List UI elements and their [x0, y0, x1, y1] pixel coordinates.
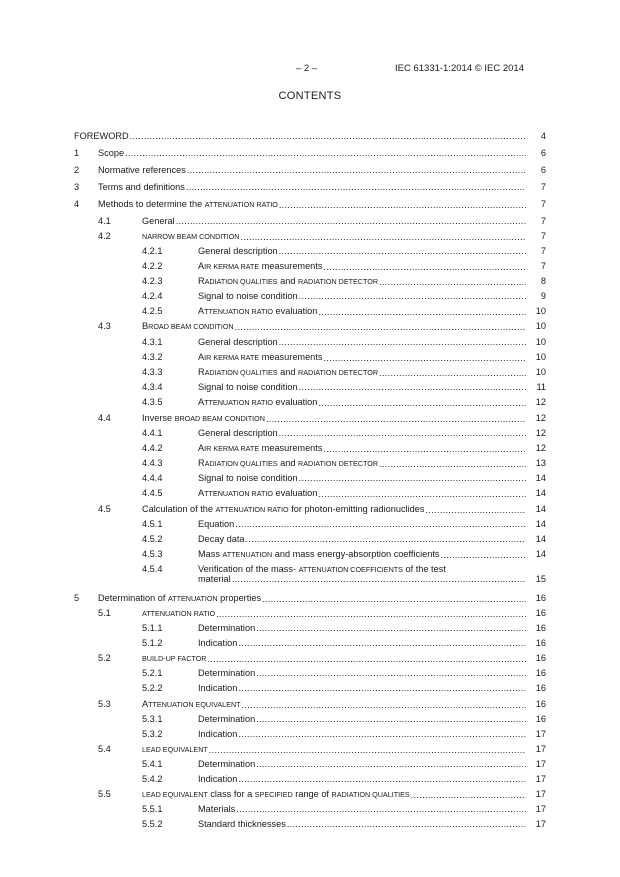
toc-entry[interactable]: [74, 413, 546, 424]
toc-entry[interactable]: [74, 668, 546, 679]
toc-page-number: 16: [535, 699, 546, 709]
dot-leader: [238, 683, 526, 693]
toc-entry-text: A: [198, 397, 205, 407]
toc-entry-text: evaluation: [272, 306, 318, 316]
dot-leader: [238, 638, 526, 648]
toc-entry-text: for photon-emitting radionuclides: [288, 504, 425, 514]
toc-entry-number: 4.2.3: [142, 276, 163, 286]
dot-leader: [186, 182, 526, 192]
toc-entry[interactable]: [74, 352, 546, 363]
toc-entry-text: Standard thicknesses: [198, 819, 286, 829]
toc-entry-text: measurements: [259, 352, 323, 362]
dot-leader: [242, 700, 526, 710]
toc-entry[interactable]: [74, 504, 546, 515]
toc-entry-number: 4.4.5: [142, 488, 163, 498]
toc-entry[interactable]: [74, 182, 546, 193]
toc-entry[interactable]: [74, 623, 546, 634]
toc-entry-text: General description: [198, 428, 278, 438]
toc-page-number: 15: [535, 574, 546, 584]
toc-entry[interactable]: [74, 564, 546, 585]
toc-entry-text: Materials: [198, 804, 236, 814]
toc-entry-number: 4.4.3: [142, 458, 163, 468]
toc-page-number: 7: [540, 216, 546, 226]
toc-entry[interactable]: [74, 276, 546, 287]
toc-entry-text: Indication: [198, 683, 238, 693]
dot-leader: [379, 277, 526, 287]
toc-entry-text: IR KERMA RATE: [204, 353, 260, 362]
toc-entry-text: class for a: [207, 789, 255, 799]
dot-leader: [256, 623, 526, 633]
toc-entry-text: LEAD EQUIVALENT: [142, 790, 208, 799]
dot-leader: [238, 774, 526, 784]
toc-entry-text: Mass: [198, 549, 223, 559]
toc-entry-text: Determination of: [98, 593, 168, 603]
toc-entry-text: Indication: [198, 729, 238, 739]
toc-page-number: 10: [535, 352, 546, 362]
toc-entry-number: 5.1.2: [142, 638, 163, 648]
toc-entry[interactable]: [74, 337, 546, 348]
toc-entry-text: General description: [198, 246, 278, 256]
dot-leader: [279, 246, 526, 256]
toc-entry[interactable]: [74, 683, 546, 694]
toc-entry[interactable]: [74, 367, 546, 378]
toc-entry[interactable]: [74, 246, 546, 257]
dot-leader: [323, 444, 526, 454]
toc-entry-number: 4.1: [98, 216, 111, 226]
toc-entry[interactable]: [74, 774, 546, 785]
toc-entry-number: 4.5.3: [142, 549, 163, 559]
dot-leader: [256, 668, 526, 678]
dot-leader: [207, 654, 526, 664]
toc-page-number: 16: [535, 683, 546, 693]
toc-entry[interactable]: [74, 148, 546, 159]
toc-entry[interactable]: [74, 291, 546, 302]
toc-page-number: 17: [535, 789, 546, 799]
toc-entry-number: 4: [74, 199, 80, 209]
toc-entry-text: R: [198, 458, 205, 468]
toc-page-number: 14: [535, 473, 546, 483]
toc-entry-text: Verification of the mass-: [198, 564, 299, 574]
toc-page-number: 12: [535, 443, 546, 453]
toc-entry-number: 4.2.5: [142, 306, 163, 316]
toc-entry-number: 4.3.5: [142, 397, 163, 407]
toc-entry-text: A: [198, 443, 205, 453]
toc-entry-text: General description: [198, 337, 278, 347]
toc-entry-text: Scope: [98, 148, 125, 158]
toc-page-number: 7: [540, 199, 546, 209]
toc-entry-number: 4.3.4: [142, 382, 163, 392]
toc-entry[interactable]: [74, 488, 546, 499]
toc-entry-text: A: [198, 261, 205, 271]
toc-page-number: 17: [535, 729, 546, 739]
toc-entry-text: R: [198, 276, 205, 286]
toc-entry-text: FOREWORD: [74, 131, 129, 141]
toc-entry-text: and mass energy-absorption coefficients: [272, 549, 440, 559]
toc-page-number: 10: [535, 321, 546, 331]
toc-page-number: 17: [535, 774, 546, 784]
toc-entry-text: ATTENUATION RATIO: [215, 505, 289, 514]
toc-entry-text: and: [277, 367, 299, 377]
toc-entry[interactable]: [74, 699, 546, 710]
toc-page-number: 17: [535, 759, 546, 769]
toc-entry-number: 5.5: [98, 789, 111, 799]
toc-entry-text: SPECIFIED: [254, 790, 293, 799]
toc-entry-number: 4.3.3: [142, 367, 163, 377]
toc-page-number: 14: [535, 549, 546, 559]
toc-page-number: 14: [535, 519, 546, 529]
toc-entry-text: Terms and definitions: [98, 182, 185, 192]
dot-leader: [235, 519, 526, 529]
toc-page-number: 14: [535, 504, 546, 514]
toc-page-number: 16: [535, 608, 546, 618]
toc-entry[interactable]: [74, 443, 546, 454]
toc-entry[interactable]: [74, 473, 546, 484]
toc-page-number: 17: [535, 804, 546, 814]
toc-entry-number: 1: [74, 148, 80, 158]
toc-entry[interactable]: [74, 199, 546, 210]
dot-leader: [216, 609, 526, 619]
toc-entry-number: 5.4: [98, 744, 111, 754]
toc-entry-text: Signal to noise condition: [198, 291, 298, 301]
toc-entry-text: BROAD BEAM CONDITION: [174, 414, 265, 423]
toc-entry-text: Inverse: [142, 413, 175, 423]
toc-entry-text: IR KERMA RATE: [204, 262, 260, 271]
toc-entry[interactable]: [74, 804, 546, 815]
toc-entry-text: A: [198, 352, 205, 362]
dot-leader: [235, 322, 526, 332]
toc-entry-text: Signal to noise condition: [198, 382, 298, 392]
dot-leader: [318, 489, 526, 499]
toc-entry[interactable]: [74, 428, 546, 439]
toc-entry-number: 5.5.2: [142, 819, 163, 829]
toc-page-number: 12: [535, 428, 546, 438]
toc-entry-text: Decay data: [198, 534, 245, 544]
toc-entry-text: B: [142, 321, 149, 331]
dot-leader: [266, 414, 526, 424]
toc-entry[interactable]: [74, 382, 546, 393]
toc-page-number: 13: [535, 458, 546, 468]
toc-entry[interactable]: [74, 638, 546, 649]
toc-entry[interactable]: [74, 593, 546, 604]
toc-page-number: 7: [540, 246, 546, 256]
toc-entry[interactable]: [74, 397, 546, 408]
toc-entry-number: 4.5: [98, 504, 111, 514]
toc-entry-number: 4.2.1: [142, 246, 163, 256]
toc-page-number: 12: [535, 413, 546, 423]
toc-entry-number: 5.3.1: [142, 714, 163, 724]
toc-entry-text: TTENUATION RATIO: [204, 307, 273, 316]
toc-page-number: 14: [535, 534, 546, 544]
toc-entry-text: evaluation: [272, 397, 318, 407]
toc-entry-number: 2: [74, 165, 80, 175]
toc-entry[interactable]: [74, 714, 546, 725]
dot-leader: [425, 505, 526, 515]
toc-entry[interactable]: [74, 653, 546, 664]
toc-entry-text: ATTENUATION RATIO: [142, 609, 216, 618]
toc-entry-text: of the test: [402, 564, 446, 574]
dot-leader: [411, 790, 526, 800]
toc-entry-text: ADIATION QUALITIES: [204, 277, 278, 286]
toc-page-number: 10: [535, 367, 546, 377]
toc-entry[interactable]: [74, 549, 546, 560]
dot-leader: [130, 131, 526, 141]
toc-entry-text: NARROW BEAM CONDITION: [142, 232, 240, 241]
toc-entry[interactable]: [74, 165, 546, 176]
dot-leader: [299, 291, 526, 301]
toc-page-number: 17: [535, 744, 546, 754]
toc-entry-number: 4.4.1: [142, 428, 163, 438]
toc-entry-text: material: [198, 574, 231, 584]
toc-entry[interactable]: [74, 608, 546, 619]
toc-entry-text: Determination: [198, 623, 256, 633]
toc-page-number: 12: [535, 397, 546, 407]
toc-entry-text: Determination: [198, 759, 256, 769]
toc-entry-number: 5.2: [98, 653, 111, 663]
toc-entry-text: RADIATION DETECTOR: [298, 459, 379, 468]
toc-page-number: 4: [540, 131, 546, 141]
dot-leader: [209, 745, 526, 755]
toc-page-number: 8: [540, 276, 546, 286]
dot-leader: [279, 337, 526, 347]
toc-page-number: 16: [535, 668, 546, 678]
toc-entry-text: BUILD-UP FACTOR: [142, 654, 207, 663]
toc-entry[interactable]: [74, 819, 546, 830]
document-id: IEC 61331-1:2014 © IEC 2014: [395, 63, 525, 74]
toc-entry-text: properties: [217, 593, 262, 603]
toc-page-number: 16: [535, 653, 546, 663]
toc-entry-text: and: [277, 276, 299, 286]
dot-leader: [379, 459, 526, 469]
toc-page-number: 16: [535, 714, 546, 724]
toc-entry[interactable]: [74, 321, 546, 332]
toc-entry-number: 4.2: [98, 231, 111, 241]
toc-entry[interactable]: [74, 534, 546, 545]
toc-entry-text: R: [198, 367, 205, 377]
toc-page-number: 14: [535, 488, 546, 498]
toc-entry-text: Signal to noise condition: [198, 473, 298, 483]
toc-entry[interactable]: [74, 231, 546, 242]
dot-leader: [323, 262, 526, 272]
toc-entry-text: Indication: [198, 638, 238, 648]
toc-page-number: 16: [535, 593, 546, 603]
toc-entry-text: Equation: [198, 519, 235, 529]
toc-entry-number: 5.4.1: [142, 759, 163, 769]
toc-entry-number: 4.4.4: [142, 473, 163, 483]
toc-entry-text: RADIATION DETECTOR: [298, 277, 379, 286]
dot-leader: [318, 307, 526, 317]
dot-leader: [176, 216, 526, 226]
toc-entry-text: range of: [292, 789, 332, 799]
dot-leader: [256, 714, 526, 724]
toc-entry-text: TTENUATION EQUIVALENT: [148, 700, 241, 709]
dot-leader: [262, 594, 526, 604]
toc-entry-text: Normative references: [98, 165, 186, 175]
toc-page-number: 7: [540, 182, 546, 192]
toc-page-number: 6: [540, 165, 546, 175]
toc-entry-text: A: [198, 306, 205, 316]
toc-entry-number: 4.5.1: [142, 519, 163, 529]
toc-entry[interactable]: [74, 131, 546, 142]
dot-leader: [279, 428, 526, 438]
toc-entry-text: ATTENUATION: [222, 550, 273, 559]
dot-leader: [323, 353, 526, 363]
toc-entry-text: LEAD EQUIVALENT: [142, 745, 208, 754]
dot-leader: [441, 550, 526, 560]
toc-entry[interactable]: [74, 519, 546, 530]
toc-entry[interactable]: [74, 729, 546, 740]
dot-leader: [125, 148, 526, 158]
toc-entry-number: 5.2.2: [142, 683, 163, 693]
toc-entry-text: Determination: [198, 714, 256, 724]
toc-entry-text: Determination: [198, 668, 256, 678]
page-title: CONTENTS: [278, 90, 342, 102]
toc-entry[interactable]: [74, 261, 546, 272]
toc-page-number: 11: [536, 382, 546, 392]
page-number: – 2 –: [296, 63, 318, 74]
toc-entry[interactable]: [74, 216, 546, 227]
toc-entry-text: ATTENUATION RATIO: [204, 200, 278, 209]
toc-entry-text: Methods to determine the: [98, 199, 205, 209]
dot-leader: [245, 534, 526, 544]
toc-entry-number: 5.1: [98, 608, 111, 618]
dot-leader: [299, 382, 526, 392]
dot-leader: [238, 729, 526, 739]
toc-entry[interactable]: [74, 744, 546, 755]
toc-entry-text: measurements: [259, 261, 323, 271]
toc-entry-number: 5.2.1: [142, 668, 163, 678]
toc-entry-text: A: [198, 488, 205, 498]
toc-entry[interactable]: [74, 789, 546, 800]
toc-entry-number: 4.5.2: [142, 534, 163, 544]
toc-entry-number: 4.3.2: [142, 352, 163, 362]
toc-entry-text: A: [142, 699, 149, 709]
toc-entry-text: RADIATION DETECTOR: [298, 368, 379, 377]
toc-entry-number: 5.1.1: [142, 623, 163, 633]
dot-leader: [299, 473, 526, 483]
toc-entry-number: 5.3.2: [142, 729, 163, 739]
toc-entry-text: ADIATION QUALITIES: [204, 459, 278, 468]
dot-leader: [240, 232, 526, 242]
toc-entry-text: TTENUATION RATIO: [204, 398, 273, 407]
toc-entry[interactable]: [74, 458, 546, 469]
toc-page-number: 16: [535, 623, 546, 633]
toc-page-number: 9: [540, 291, 546, 301]
toc-entry-text: evaluation: [272, 488, 318, 498]
toc-entry-text: ROAD BEAM CONDITION: [148, 322, 234, 331]
toc-entry-number: 5: [74, 593, 80, 603]
toc-entry-text: ATTENUATION COEFFICIENTS: [298, 565, 403, 574]
toc-entry-number: 4.2.4: [142, 291, 163, 301]
toc-entry-text: TTENUATION RATIO: [204, 489, 273, 498]
toc-entry[interactable]: [74, 306, 546, 317]
toc-page-number: 6: [540, 148, 546, 158]
toc-entry-number: 4.3: [98, 321, 111, 331]
dot-leader: [379, 368, 526, 378]
toc-entry-number: 5.5.1: [142, 804, 163, 814]
dot-leader: [187, 165, 526, 175]
toc-page-number: 10: [535, 337, 546, 347]
toc-entry-number: 4.3.1: [142, 337, 163, 347]
toc-entry-text: IR KERMA RATE: [204, 444, 260, 453]
toc-entry[interactable]: [74, 759, 546, 770]
dot-leader: [236, 804, 526, 814]
toc-entry-number: 5.4.2: [142, 774, 163, 784]
toc-entry-text: and: [277, 458, 299, 468]
toc-page-number: 17: [535, 819, 546, 829]
toc-page-number: 10: [535, 306, 546, 316]
toc-entry-text: ATTENUATION: [167, 594, 218, 603]
toc-entry-text: ADIATION QUALITIES: [204, 368, 278, 377]
toc-page-number: 7: [540, 261, 546, 271]
dot-leader: [287, 819, 526, 829]
toc-entry-number: 4.4.2: [142, 443, 163, 453]
dot-leader: [279, 200, 526, 210]
dot-leader: [232, 574, 526, 584]
toc-entry-text: measurements: [259, 443, 323, 453]
toc-entry-text: RADIATION QUALITIES: [331, 790, 410, 799]
toc-entry-number: 4.5.4: [142, 564, 163, 574]
dot-leader: [256, 759, 526, 769]
toc-page-number: 16: [535, 638, 546, 648]
toc-entry-text: Indication: [198, 774, 238, 784]
toc-entry-number: 4.4: [98, 413, 111, 423]
toc-entry-number: 5.3: [98, 699, 111, 709]
toc-entry-text: Calculation of the: [142, 504, 216, 514]
toc-page-number: 7: [540, 231, 546, 241]
dot-leader: [318, 398, 526, 408]
toc-entry-text: General: [142, 216, 175, 226]
toc-entry-number: 3: [74, 182, 80, 192]
toc-entry-number: 4.2.2: [142, 261, 163, 271]
